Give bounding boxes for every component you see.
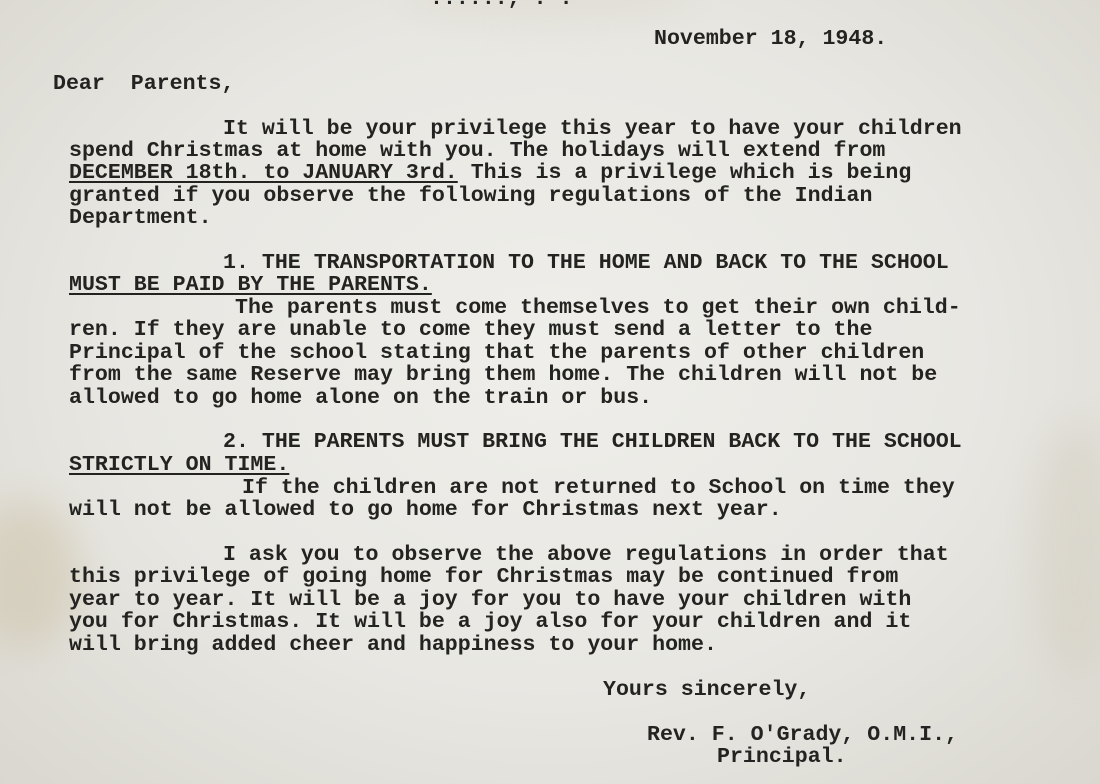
letter-date: November 18, 1948. [654, 27, 888, 51]
rule-2-heading-line-2: STRICTLY ON TIME. [69, 453, 290, 477]
rule-1-heading-line-1: 1. THE TRANSPORTATION TO THE HOME AND BACK TO THE SCHOOL [223, 251, 949, 275]
signatory-title: Principal. [717, 745, 847, 769]
rule-1-line-4: from the same Reserve may bring them home. The children will not be [69, 363, 938, 387]
sign-off: Yours sincerely, [603, 678, 811, 702]
closing-line-1: I ask you to observe the above regulations in order that [223, 543, 949, 567]
holiday-dates: DECEMBER 18th. to JANUARY 3rd. [69, 161, 458, 185]
closing-line-4: you for Christmas. It will be a joy also for your children and it [69, 610, 912, 634]
rule-1-line-2: ren. If they are unable to come they must send a letter to the [69, 318, 873, 342]
closing-line-2: this privilege of going home for Christmas may be continued from [69, 565, 899, 589]
rule-2-heading-line-1: 2. THE PARENTS MUST BRING THE CHILDREN BACK TO THE SCHOOL [223, 430, 962, 454]
rule-2-line-2: will not be allowed to go home for Christmas next year. [69, 498, 782, 522]
closing-line-5: will bring added cheer and happiness to your home. [69, 633, 717, 657]
rule-1-heading-line-2: MUST BE PAID BY THE PARENTS. [69, 273, 432, 297]
salutation: Dear Parents, [53, 72, 235, 96]
intro-line-1: It will be your privilege this year to have your children [223, 117, 962, 141]
paper-stain [0, 500, 80, 650]
rule-1-line-3: Principal of the school stating that the parents of other children [69, 341, 925, 365]
letterhead-fragment [430, 0, 650, 10]
rule-1-line-5: allowed to go home alone on the train or bus. [69, 386, 653, 410]
intro-line-5: Department. [69, 206, 212, 230]
intro-line-3 [69, 162, 911, 184]
signatory-name: Rev. F. O'Grady, O.M.I., [647, 723, 959, 747]
intro-line-2: spend Christmas at home with you. The holidays will extend from [69, 139, 886, 163]
closing-line-3: year to year. It will be a joy for you to have your children with [69, 588, 912, 612]
rule-1-line-1: The parents must come themselves to get their own child- [235, 296, 961, 320]
rule-2-line-1: If the children are not returned to School on time they [242, 476, 955, 500]
intro-line-3-rest: This is a privilege which is being [457, 161, 912, 185]
paper-stain [1030, 420, 1100, 680]
intro-line-4: granted if you observe the following regulations of the Indian [69, 184, 873, 208]
